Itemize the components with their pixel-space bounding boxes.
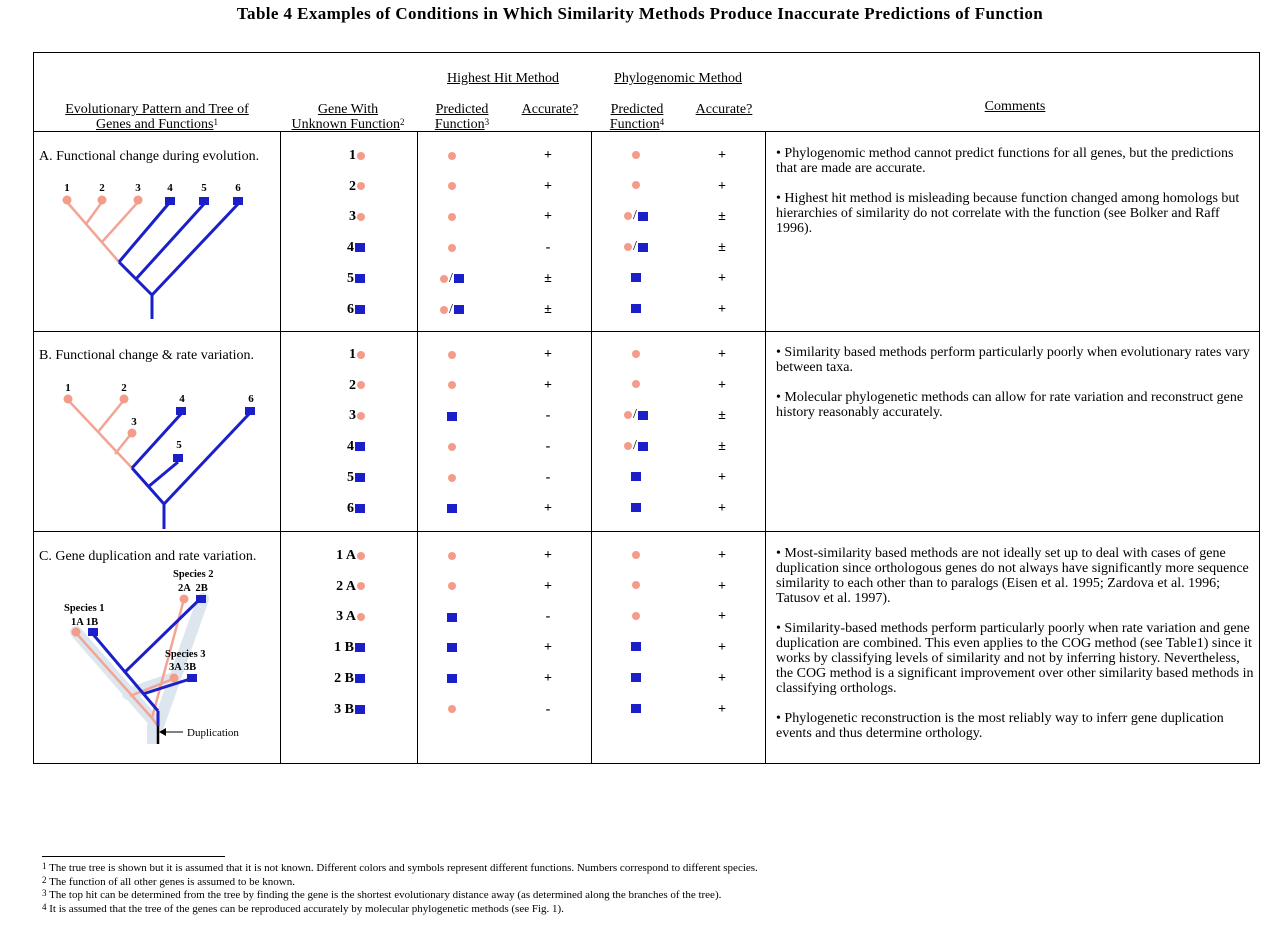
phylogenomic-prediction — [616, 209, 656, 223]
hh-pink-circle-icon — [448, 152, 456, 160]
tree-c-species2: Species 2 — [173, 569, 214, 580]
comments-section-a — [776, 146, 1254, 251]
gene-pink-circle-icon — [357, 381, 365, 389]
col-divider-1 — [280, 131, 281, 764]
gene-blue-square-icon — [355, 504, 365, 513]
footnote-3-num: 3 — [42, 888, 47, 898]
section-c-title: C. Gene duplication and rate variation. — [39, 549, 257, 564]
tree-b-label-4: 4 — [179, 393, 185, 405]
highest-hit-prediction — [432, 471, 472, 485]
ph-pink-circle-icon — [632, 612, 640, 620]
gene-blue-square-icon — [355, 705, 365, 714]
highest-hit-prediction — [432, 272, 472, 286]
gene-label: 5 — [347, 469, 354, 485]
gene-blue-square-icon — [355, 274, 365, 283]
phylogenomic-accurate: + — [718, 640, 726, 656]
header-highest-hit: Highest Hit Method — [447, 71, 559, 86]
gene-cell — [286, 378, 366, 394]
ph-blue-square-icon — [631, 642, 641, 651]
highest-hit-prediction — [432, 580, 472, 594]
gene-cell — [286, 640, 366, 656]
footnote-3-text: The top hit can be determined from the tree by finding the gene is the shortest evolutionary distance away (as determined along the branches of the tree). — [49, 889, 722, 901]
gene-cell — [286, 470, 366, 486]
ph-pink-circle-icon — [624, 411, 632, 419]
phylogenomic-accurate: ± — [718, 209, 726, 225]
highest-hit-prediction — [432, 303, 472, 317]
slash-separator: / — [633, 208, 637, 224]
tree-b-label-1: 1 — [65, 382, 71, 394]
highest-hit-prediction — [432, 180, 472, 194]
gene-label: 6 — [347, 301, 354, 317]
gene-cell — [286, 148, 366, 164]
highest-hit-accurate: - — [545, 240, 551, 256]
tree-c-s3-genes: 3A 3B — [169, 662, 197, 673]
hh-pink-circle-icon — [440, 306, 448, 314]
phylogenomic-prediction — [616, 609, 656, 623]
comment-a-2: • Highest hit method is misleading because function changed among homologs but hierarchies of similarity do not correlate with the function (see Bolker and Raff 1996). — [776, 191, 1240, 236]
phylogenomic-accurate: + — [718, 148, 726, 163]
gene-label: 1 B — [334, 640, 354, 656]
comment-b-1: • Similarity based methods perform particularly poorly when evolutionary rates vary between taxa. — [776, 345, 1250, 375]
phylogenomic-accurate: + — [718, 609, 726, 625]
phylogenomic-accurate: + — [718, 469, 726, 485]
ph-pink-circle-icon — [632, 151, 640, 159]
footnote-3 — [42, 889, 758, 903]
footnote-1-text: The true tree is shown but it is assumed that it is not known. Different colors and symbols represent different functions. Numbers correspond to different species. — [49, 862, 758, 874]
gene-cell — [286, 609, 366, 625]
footnote-2 — [42, 876, 758, 890]
gene-label: 3 B — [334, 701, 354, 717]
tree-a-label-5: 5 — [201, 182, 207, 194]
phylogenomic-prediction — [616, 671, 656, 685]
comment-a-1: • Phylogenomic method cannot predict functions for all genes, but the predictions that are made are accurate. — [776, 146, 1234, 176]
gene-blue-square-icon — [355, 243, 365, 252]
hh-blue-square-icon — [454, 305, 464, 314]
slash-separator: / — [633, 407, 637, 423]
header-evo-line2: Genes and Functions — [96, 117, 214, 132]
header-comments: Comments — [984, 99, 1046, 114]
gene-cell — [286, 347, 366, 363]
header-gene-sup: 2 — [400, 117, 405, 127]
header-ph-pred-sup: 4 — [659, 117, 665, 127]
gene-pink-circle-icon — [357, 412, 365, 420]
gene-pink-circle-icon — [357, 182, 365, 190]
hh-pink-circle-icon — [448, 552, 456, 560]
gene-pink-circle-icon — [357, 613, 365, 621]
highest-hit-accurate: + — [544, 548, 552, 563]
gene-label: 1 — [349, 347, 356, 362]
gene-cell — [286, 271, 366, 287]
phylogenomic-accurate: + — [718, 270, 726, 286]
hh-pink-circle-icon — [448, 443, 456, 451]
col-divider-2 — [417, 131, 418, 764]
highest-hit-accurate: + — [544, 670, 552, 686]
hh-pink-circle-icon — [448, 474, 456, 482]
highest-hit-accurate: + — [544, 347, 552, 362]
header-evo-sup: 1 — [213, 117, 218, 127]
tree-b-label-6: 6 — [248, 393, 254, 405]
highest-hit-prediction — [432, 241, 472, 255]
footnote-2-num: 2 — [42, 874, 47, 885]
phylogenomic-accurate: + — [718, 670, 726, 686]
phylogenomic-prediction — [616, 240, 656, 254]
gene-label: 4 — [347, 439, 354, 455]
ph-pink-circle-icon — [624, 243, 632, 251]
gene-cell — [286, 179, 366, 195]
footnote-1 — [42, 862, 758, 876]
ph-blue-square-icon — [631, 673, 641, 682]
gene-blue-square-icon — [355, 442, 365, 451]
highest-hit-prediction — [432, 440, 472, 454]
gene-cell — [286, 579, 366, 595]
phylogenomic-prediction — [616, 470, 656, 484]
footnote-4-text: It is assumed that the tree of the genes can be reproduced accurately by molecular phylogenetic methods (see Fig. 1). — [49, 902, 564, 915]
highest-hit-accurate: + — [544, 578, 552, 594]
gene-cell — [286, 671, 366, 687]
tree-c-species1: Species 1 — [64, 603, 105, 614]
phylogenomic-prediction — [616, 378, 656, 392]
comment-c-3: • Phylogenetic reconstruction is the most reliably way to inferr gene duplication events and thus determine orthology. — [776, 711, 1224, 741]
highest-hit-accurate: - — [545, 439, 551, 455]
phylogenomic-accurate: + — [718, 578, 726, 594]
phylogenomic-prediction — [616, 408, 656, 422]
section-divider-ab — [33, 331, 1260, 332]
hh-blue-square-icon — [447, 674, 457, 683]
header-hh-pred-line2: Function — [434, 117, 485, 132]
gene-blue-square-icon — [355, 473, 365, 482]
header-hh-predicted — [427, 102, 497, 132]
ph-pink-circle-icon — [632, 581, 640, 589]
gene-cell — [286, 209, 366, 225]
phylogenomic-prediction — [616, 179, 656, 193]
ph-pink-circle-icon — [632, 181, 640, 189]
hh-pink-circle-icon — [448, 381, 456, 389]
header-gene-unknown — [283, 102, 413, 132]
gene-label: 2 — [349, 377, 356, 393]
footnote-rule — [42, 856, 225, 857]
tree-c-s1-genes: 1A 1B — [71, 617, 99, 628]
gene-pink-circle-icon — [357, 152, 365, 160]
comment-c-1: • Most-similarity based methods are not ideally set up to deal with cases of gene duplication since orthologous genes do not always have significantly more sequence similarity to each other than to paralogs (Eisen et al. 1995; Zardova et al. 1996; Tatusov et al. 1997). — [776, 546, 1249, 606]
phylogenomic-accurate: + — [718, 548, 726, 563]
phylogenomic-accurate: ± — [718, 240, 726, 256]
header-ph-accurate: Accurate? — [695, 102, 753, 117]
gene-pink-circle-icon — [357, 582, 365, 590]
ph-blue-square-icon — [638, 442, 648, 451]
gene-label: 3 — [349, 408, 356, 424]
footnote-4 — [42, 903, 758, 917]
header-evo-line1: Evolutionary Pattern and Tree of — [65, 102, 249, 117]
gene-blue-square-icon — [355, 643, 365, 652]
gene-label: 3 A — [336, 609, 356, 625]
header-ph-pred-line2: Function — [609, 117, 660, 132]
hh-blue-square-icon — [447, 613, 457, 622]
header-hh-accurate: Accurate? — [521, 102, 579, 117]
tree-c-duplication-label: Duplication — [187, 727, 239, 739]
phylogenomic-accurate: + — [718, 178, 726, 194]
gene-pink-circle-icon — [357, 552, 365, 560]
header-ph-pred-line1: Predicted — [610, 102, 664, 117]
phylogenomic-accurate: ± — [718, 439, 726, 455]
header-evolutionary-pattern — [40, 102, 274, 132]
ph-blue-square-icon — [631, 704, 641, 713]
ph-pink-circle-icon — [632, 350, 640, 358]
tree-a-label-6: 6 — [235, 182, 241, 194]
gene-cell — [286, 548, 366, 564]
highest-hit-prediction — [432, 409, 472, 423]
phylogenomic-accurate: + — [718, 500, 726, 516]
header-hh-pred-sup: 3 — [484, 117, 490, 127]
header-ph-predicted — [601, 102, 673, 132]
gene-cell — [286, 302, 366, 318]
ph-blue-square-icon — [631, 503, 641, 512]
phylogenomic-prediction — [616, 347, 656, 361]
gene-cell — [286, 408, 366, 424]
highest-hit-accurate: + — [544, 178, 552, 194]
section-divider-bc — [33, 531, 1260, 532]
hh-blue-square-icon — [454, 274, 464, 283]
footnote-2-text: The function of all other genes is assumed to be known. — [49, 875, 295, 888]
tree-b-label-5: 5 — [176, 439, 182, 451]
col-divider-3 — [591, 131, 592, 764]
ph-blue-square-icon — [631, 472, 641, 481]
gene-label: 1 — [349, 148, 356, 163]
comment-b-2: • Molecular phylogenetic methods can allow for rate variation and reconstruct gene history reasonably accurately. — [776, 390, 1244, 420]
ph-pink-circle-icon — [624, 212, 632, 220]
slash-separator: / — [633, 438, 637, 454]
phylogenomic-accurate: + — [718, 347, 726, 362]
highest-hit-accurate: - — [545, 609, 551, 625]
col-divider-4 — [765, 131, 766, 764]
slash-separator: / — [633, 239, 637, 255]
gene-label: 1 A — [336, 548, 356, 563]
phylogenomic-prediction — [616, 702, 656, 716]
slash-separator: / — [449, 301, 453, 317]
phylogenomic-prediction — [616, 271, 656, 285]
gene-label: 4 — [347, 240, 354, 256]
ph-blue-square-icon — [638, 212, 648, 221]
hh-pink-circle-icon — [440, 275, 448, 283]
highest-hit-prediction — [432, 641, 472, 655]
table-title: Table 4 Examples of Conditions in Which Similarity Methods Produce Inaccurate Predictions of Function — [236, 4, 1044, 23]
highest-hit-accurate: - — [545, 408, 551, 424]
highest-hit-accurate: ± — [544, 301, 552, 317]
gene-cell — [286, 240, 366, 256]
gene-pink-circle-icon — [357, 351, 365, 359]
phylogenomic-prediction — [616, 439, 656, 453]
comment-c-2: • Similarity-based methods perform particularly poorly when rate variation and gene duplication are combined. This even applies to the COG method (see Table1) since it works by classifying levels of similarity and not by inferring history. Nevertheless, the COG method is a significant improvement over other similarity based methods in classifying orthologs. — [776, 621, 1254, 696]
highest-hit-prediction — [432, 502, 472, 516]
header-phylogenomic: Phylogenomic Method — [614, 71, 742, 86]
highest-hit-prediction — [432, 703, 472, 717]
tree-b-label-3: 3 — [131, 416, 137, 428]
highest-hit-prediction — [432, 672, 472, 686]
highest-hit-accurate: + — [544, 500, 552, 516]
tree-a-label-4: 4 — [167, 182, 173, 194]
highest-hit-prediction — [432, 348, 472, 362]
highest-hit-prediction — [432, 379, 472, 393]
comments-section-b — [776, 345, 1254, 435]
highest-hit-accurate: + — [544, 377, 552, 393]
highest-hit-accurate: - — [545, 701, 551, 717]
slash-separator: / — [449, 270, 453, 286]
hh-pink-circle-icon — [448, 244, 456, 252]
phylogenomic-prediction — [616, 640, 656, 654]
phylogenomic-prediction — [616, 302, 656, 316]
tree-a-diagram — [40, 170, 275, 325]
section-a-title: A. Functional change during evolution. — [39, 149, 260, 164]
phylogenomic-accurate: ± — [718, 408, 726, 424]
footnote-1-num: 1 — [42, 861, 47, 871]
tree-b-label-2: 2 — [121, 382, 127, 394]
tree-c-species3: Species 3 — [165, 649, 206, 660]
ph-pink-circle-icon — [632, 380, 640, 388]
comments-section-c — [776, 546, 1254, 756]
gene-label: 2 A — [336, 578, 356, 594]
header-gene-line1: Gene With — [317, 102, 379, 117]
gene-blue-square-icon — [355, 674, 365, 683]
tree-a-label-1: 1 — [64, 182, 70, 194]
highest-hit-accurate: + — [544, 640, 552, 656]
ph-blue-square-icon — [638, 411, 648, 420]
ph-blue-square-icon — [638, 243, 648, 252]
ph-pink-circle-icon — [624, 442, 632, 450]
highest-hit-prediction — [432, 549, 472, 563]
highest-hit-accurate: ± — [544, 270, 552, 286]
gene-label: 5 — [347, 270, 354, 286]
tree-c-diagram — [40, 566, 275, 748]
phylogenomic-prediction — [616, 501, 656, 515]
highest-hit-accurate: + — [544, 148, 552, 163]
ph-blue-square-icon — [631, 304, 641, 313]
tree-c-s2-genes: 2A 2B — [178, 583, 208, 594]
tree-b-diagram — [40, 374, 275, 529]
phylogenomic-accurate: + — [718, 701, 726, 717]
header-hh-pred-line1: Predicted — [435, 102, 489, 117]
footnote-4-num: 4 — [42, 901, 47, 912]
highest-hit-accurate: + — [544, 209, 552, 225]
hh-pink-circle-icon — [448, 582, 456, 590]
highest-hit-prediction — [432, 610, 472, 624]
gene-label: 2 — [349, 178, 356, 194]
section-b-title: B. Functional change & rate variation. — [39, 348, 254, 363]
hh-pink-circle-icon — [448, 213, 456, 221]
gene-label: 6 — [347, 500, 354, 516]
hh-blue-square-icon — [447, 504, 457, 513]
phylogenomic-accurate: + — [718, 377, 726, 393]
gene-label: 2 B — [334, 670, 354, 686]
highest-hit-prediction — [432, 210, 472, 224]
ph-blue-square-icon — [631, 273, 641, 282]
gene-cell — [286, 439, 366, 455]
highest-hit-accurate: - — [545, 469, 551, 485]
phylogenomic-prediction — [616, 548, 656, 562]
phylogenomic-prediction — [616, 148, 656, 162]
tree-a-label-2: 2 — [99, 182, 105, 194]
gene-label: 3 — [349, 209, 356, 225]
gene-cell — [286, 501, 366, 517]
footnotes — [42, 862, 758, 916]
highest-hit-prediction — [432, 149, 472, 163]
tree-a-label-3: 3 — [135, 182, 141, 194]
hh-pink-circle-icon — [448, 351, 456, 359]
ph-pink-circle-icon — [632, 551, 640, 559]
gene-pink-circle-icon — [357, 213, 365, 221]
gene-blue-square-icon — [355, 305, 365, 314]
phylogenomic-accurate: + — [718, 301, 726, 317]
hh-blue-square-icon — [447, 412, 457, 421]
hh-pink-circle-icon — [448, 182, 456, 190]
header-gene-line2: Unknown Function — [291, 117, 400, 132]
hh-pink-circle-icon — [448, 705, 456, 713]
hh-blue-square-icon — [447, 643, 457, 652]
gene-cell — [286, 702, 366, 718]
phylogenomic-prediction — [616, 579, 656, 593]
